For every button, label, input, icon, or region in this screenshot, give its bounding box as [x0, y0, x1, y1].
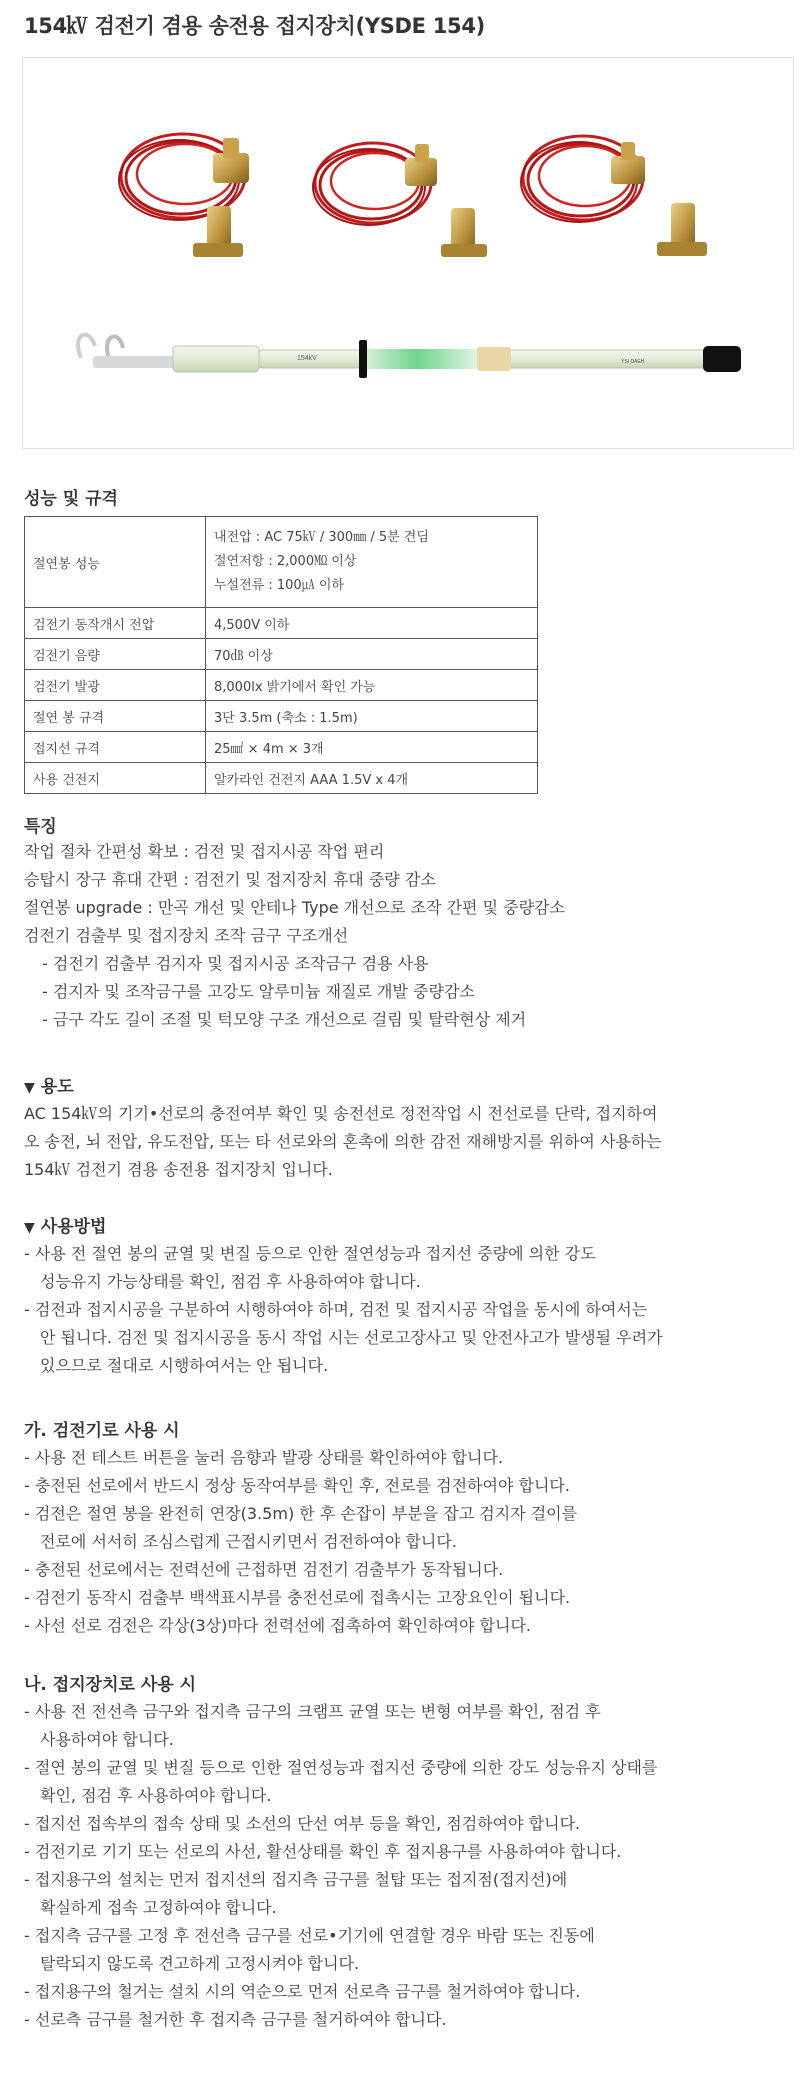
- list-item: - 절연 봉의 균열 및 변질 등으로 인한 절연성능과 접지선 중량에 의한 강도 성능유지 상태를: [24, 1758, 658, 1777]
- detector-use-list: [24, 1444, 577, 1640]
- spec-label: 검전기 음량: [25, 639, 206, 670]
- list-item: - 접지측 금구를 고정 후 전선측 금구를 선로•기기에 연결할 경우 바람 또는 진동에: [24, 1926, 595, 1945]
- list-item: - 검전은 절연 봉을 완전히 연장(3.5m) 한 후 손잡이 부분을 잡고 검지자 걸이를: [24, 1504, 578, 1523]
- spec-label: 검전기 동작개시 전압: [25, 608, 206, 639]
- triangle-down-icon: ▼: [24, 1220, 35, 1236]
- spec-value-line: 절연저항 : 2,000㏁ 이상: [214, 554, 357, 569]
- usage-line: 오 송전, 뇌 전압, 유도전압, 또는 타 선로와의 혼촉에 의한 감전 재해방지를 위하여 사용하는: [24, 1132, 662, 1151]
- table-row: [25, 517, 538, 608]
- list-item: 확실하게 접속 고정하여야 합니다.: [40, 1898, 277, 1917]
- features-list: [24, 838, 565, 1034]
- list-item: - 접지선 접속부의 접속 상태 및 소선의 단선 여부 등을 확인, 점검하여야 합니다.: [24, 1814, 581, 1833]
- method-list: [24, 1240, 663, 1380]
- usage-line: 154㎸ 검전기 겸용 송전용 접지장치 입니다.: [24, 1160, 333, 1179]
- table-row: [25, 639, 538, 670]
- spec-value: [206, 517, 538, 608]
- usage-paragraph: [24, 1100, 662, 1184]
- list-item: 확인, 점검 후 사용하여야 합니다.: [40, 1786, 272, 1805]
- list-item: 탈락되지 않도록 견고하게 고정시켜야 합니다.: [40, 1954, 360, 1973]
- list-item: - 검전과 접지시공을 구분하여 시행하여야 하며, 검전 및 접지시공 작업을 동시에 하여서는: [24, 1300, 648, 1319]
- spec-value: 70㏈ 이상: [206, 639, 538, 670]
- table-row: [25, 670, 538, 701]
- list-item: - 검전기 동작시 검출부 백색표시부를 충전선로에 접촉시는 고장요인이 됩니다.: [24, 1588, 571, 1607]
- list-item: - 검지자 및 조작금구를 고강도 알루미늄 재질로 개발 중량감소: [42, 982, 475, 1001]
- list-item: - 검전기 검출부 검지자 및 접지시공 조작금구 겸용 사용: [42, 954, 429, 973]
- spec-label: 사용 건전지: [25, 763, 206, 794]
- list-item: 승탑시 장구 휴대 간편 : 검전기 및 접지장치 휴대 중량 감소: [24, 870, 436, 889]
- list-item: - 사용 전 테스트 버튼을 눌러 음향과 발광 상태를 확인하여야 합니다.: [24, 1448, 504, 1467]
- grounding-use-heading: 나. 접지장치로 사용 시: [24, 1675, 197, 1695]
- list-item: 성능유지 가능상태를 확인, 점검 후 사용하여야 합니다.: [40, 1272, 421, 1291]
- list-item: 안 됩니다. 검전 및 접지시공을 동시 작업 시는 선로고장사고 및 안전사고가 발생될 우려가: [40, 1328, 663, 1347]
- spec-value: 알카라인 건전지 AAA 1.5V x 4개: [206, 763, 538, 794]
- method-heading: [24, 1212, 106, 1237]
- list-item: - 접지용구의 설치는 먼저 접지선의 접지측 금구를 철탑 또는 접지점(접지선)에: [24, 1870, 568, 1889]
- usage-heading-text: 용도: [40, 1077, 74, 1097]
- usage-heading: [24, 1072, 74, 1097]
- list-item: 작업 절차 간편성 확보 : 검전 및 접지시공 작업 편리: [24, 842, 385, 861]
- product-photo: [22, 57, 794, 449]
- detector-use-heading: 가. 검전기로 사용 시: [24, 1421, 180, 1441]
- list-item: - 사선 선로 검전은 각상(3상)마다 전력선에 접촉하여 확인하여야 합니다.: [24, 1616, 531, 1635]
- features-heading: 특징: [24, 817, 57, 837]
- grounding-use-list: [24, 1698, 657, 2034]
- method-heading-text: 사용방법: [40, 1217, 107, 1237]
- spec-value-line: 누설전류 : 100㎂ 이하: [214, 578, 344, 593]
- spec-value: 8,000lx 밝기에서 확인 가능: [206, 670, 538, 701]
- spec-value: 4,500V 이하: [206, 608, 538, 639]
- list-item: 사용하여야 합니다.: [40, 1730, 174, 1749]
- page-title: 154㎸ 검전기 겸용 송전용 접지장치(YSDE 154): [24, 14, 485, 38]
- list-item: - 선로측 금구를 철거한 후 접지측 금구를 철거하여야 합니다.: [24, 2010, 447, 2029]
- rod-label-text: 154kV: [297, 355, 317, 362]
- grounding-cable-1: [119, 134, 249, 257]
- spec-table: [24, 516, 538, 794]
- table-row: [25, 701, 538, 732]
- list-item: 있으므로 절대로 시행하여서는 안 됩니다.: [40, 1356, 329, 1375]
- grounding-cable-3: [521, 136, 707, 256]
- list-item: - 금구 각도 길이 조절 및 턱모양 구조 개선으로 걸림 및 탈락현상 제거: [42, 1010, 527, 1029]
- list-item: 절연봉 upgrade : 만곡 개선 및 안테나 Type 개선으로 조작 간편 및 중량감소: [24, 898, 565, 917]
- spec-label: 접지선 규격: [25, 732, 206, 763]
- list-item: 검전기 검출부 및 접지장치 조작 금구 구조개선: [24, 926, 349, 945]
- list-item: - 사용 전 절연 봉의 균열 및 변질 등으로 인한 절연성능과 접지선 중량에 의한 강도: [24, 1244, 596, 1263]
- spec-label: 절연 봉 규격: [25, 701, 206, 732]
- spec-label: 검전기 발광: [25, 670, 206, 701]
- spec-heading: 성능 및 규격: [24, 489, 118, 509]
- list-item: - 접지용구의 철거는 설치 시의 역순으로 먼저 선로측 금구를 철거하여야 합니다.: [24, 1982, 581, 2001]
- spec-value-line: 내전압 : AC 75㎸ / 300㎜ / 5분 견딤: [214, 530, 429, 545]
- triangle-down-icon: ▼: [24, 1080, 35, 1096]
- list-item: - 검전기로 기기 또는 선로의 사선, 활선상태를 확인 후 접지용구를 사용하여야 합니다.: [24, 1842, 622, 1861]
- list-item: - 충전된 선로에서는 전력선에 근접하면 검전기 검출부가 동작됩니다.: [24, 1560, 504, 1579]
- rod-brand-text: YSI DAEH: [621, 359, 645, 365]
- detector-rod: [78, 335, 741, 378]
- list-item: - 충전된 선로에서 반드시 정상 동작여부를 확인 후, 전로를 검전하여야 합니다.: [24, 1476, 570, 1495]
- list-item: - 사용 전 전선측 금구와 접지측 금구의 크램프 균열 또는 변형 여부를 확인, 점검 후: [24, 1702, 601, 1721]
- table-row: [25, 763, 538, 794]
- spec-label: 절연봉 성능: [25, 517, 206, 608]
- spec-value: 3단 3.5m (축소 : 1.5m): [206, 701, 538, 732]
- usage-line: AC 154㎸의 기기•선로의 충전여부 확인 및 송전선로 정전작업 시 전선로를 단락, 접지하여: [24, 1104, 658, 1123]
- spec-value: 25㎟ × 4m × 3개: [206, 732, 538, 763]
- table-row: [25, 732, 538, 763]
- grounding-cable-2: [313, 143, 487, 257]
- list-item: 전로에 서서히 조심스럽게 근접시키면서 검전하여야 합니다.: [40, 1532, 457, 1551]
- table-row: [25, 608, 538, 639]
